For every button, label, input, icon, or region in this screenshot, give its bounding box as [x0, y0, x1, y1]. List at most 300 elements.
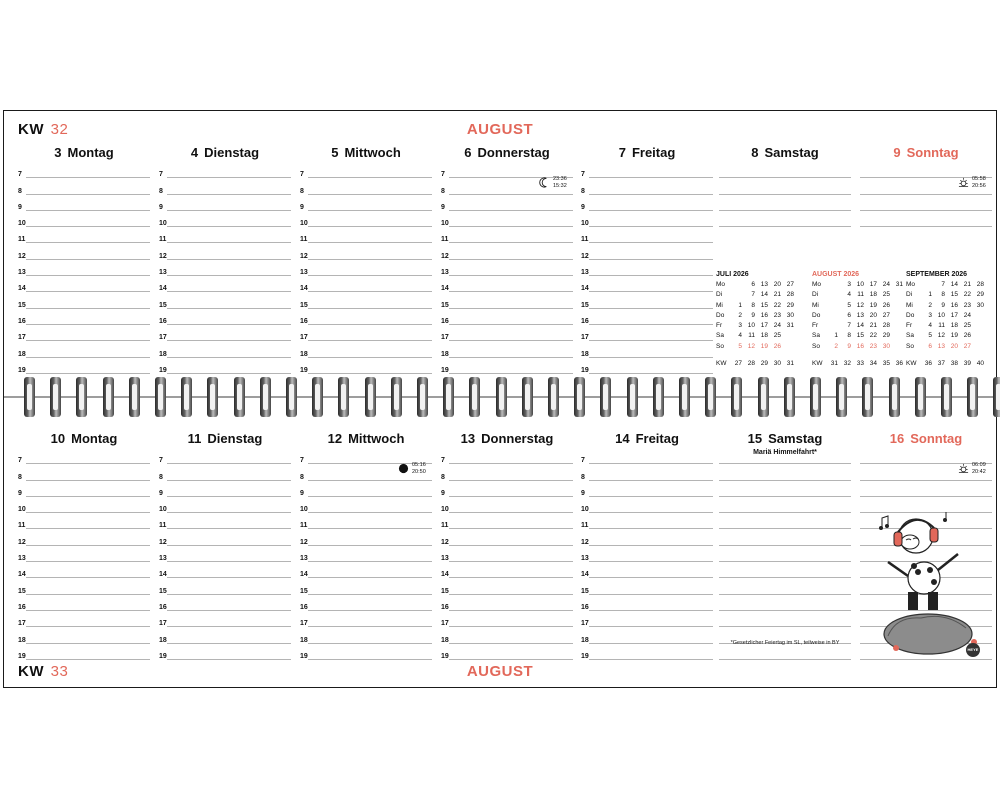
hour-line[interactable]: [159, 328, 291, 344]
hour-line[interactable]: [441, 516, 573, 532]
hour-label: 17: [159, 334, 167, 342]
hour-line[interactable]: [581, 230, 713, 246]
hour-line[interactable]: [300, 614, 432, 630]
hour-line[interactable]: [581, 565, 713, 581]
mini-calendar-day[interactable]: 23: [869, 342, 877, 350]
hour-line[interactable]: [441, 581, 573, 597]
note-line[interactable]: [719, 581, 851, 597]
hour-line[interactable]: [159, 630, 291, 646]
hour-line[interactable]: [300, 581, 432, 597]
mini-calendar-day[interactable]: 19: [950, 332, 958, 340]
mini-calendar-day[interactable]: 17: [950, 311, 958, 319]
mini-calendar-day[interactable]: 17: [760, 322, 768, 330]
binding-ring: [103, 377, 114, 417]
mini-calendar-day[interactable]: 22: [773, 301, 781, 309]
hour-line[interactable]: [581, 630, 713, 646]
mini-calendar-day[interactable]: 27: [882, 311, 890, 319]
hour-line[interactable]: [300, 198, 432, 214]
mini-calendar-day[interactable]: 24: [773, 322, 781, 330]
mini-calendar-day[interactable]: 26: [773, 342, 781, 350]
hour-line[interactable]: [581, 165, 713, 181]
hour-line[interactable]: [300, 484, 432, 500]
hour-line[interactable]: [159, 598, 291, 614]
hour-line[interactable]: [159, 484, 291, 500]
mini-calendar-day[interactable]: 4: [928, 322, 932, 330]
hour-line[interactable]: [159, 451, 291, 467]
mini-calendar-day[interactable]: 29: [882, 332, 890, 340]
hour-line[interactable]: [18, 344, 150, 360]
mini-calendar-day[interactable]: 27: [963, 342, 971, 350]
hour-line[interactable]: [18, 614, 150, 630]
mini-calendar-day[interactable]: 28: [976, 281, 984, 288]
mini-calendar-day[interactable]: 25: [882, 291, 890, 299]
writing-line: [308, 194, 432, 195]
hour-line[interactable]: [18, 581, 150, 597]
writing-line: [719, 659, 851, 660]
mini-calendar-day[interactable]: 14: [856, 322, 864, 330]
mini-calendar-day[interactable]: 20: [773, 281, 781, 288]
hour-line[interactable]: [18, 263, 150, 279]
mini-calendar-day[interactable]: 8: [751, 301, 755, 309]
mini-calendar-day[interactable]: 13: [937, 342, 945, 350]
mini-calendar-day[interactable]: 30: [882, 342, 890, 350]
mini-calendar-day[interactable]: 18: [869, 291, 877, 299]
hour-line[interactable]: [159, 533, 291, 549]
mini-calendar-day[interactable]: 22: [963, 291, 971, 299]
hour-line[interactable]: [581, 549, 713, 565]
mini-calendar-row: [812, 302, 904, 312]
note-line[interactable]: [719, 598, 851, 614]
writing-line: [589, 512, 713, 513]
hour-line[interactable]: [159, 181, 291, 197]
week-number: 34: [869, 360, 877, 368]
writing-line: [860, 496, 992, 497]
mini-calendar-day[interactable]: 21: [773, 291, 781, 299]
hour-line[interactable]: [581, 181, 713, 197]
kw-label: KW: [906, 360, 917, 368]
hour-line[interactable]: [300, 263, 432, 279]
mini-calendar-day[interactable]: 12: [937, 332, 945, 340]
hour-line[interactable]: [159, 500, 291, 516]
writing-line: [308, 610, 432, 611]
hour-line[interactable]: [159, 214, 291, 230]
week-number: 30: [773, 360, 781, 368]
hour-line[interactable]: [581, 581, 713, 597]
mini-calendar-day[interactable]: 1: [928, 291, 932, 299]
sunrise-sunset-info: [958, 176, 992, 190]
hour-line[interactable]: [581, 484, 713, 500]
hour-line[interactable]: [441, 500, 573, 516]
hour-line[interactable]: [581, 247, 713, 263]
hour-line[interactable]: [441, 484, 573, 500]
day-column: [18, 145, 150, 373]
mini-calendar-day[interactable]: 1: [834, 332, 838, 340]
writing-line: [449, 594, 573, 595]
hour-line[interactable]: [300, 598, 432, 614]
hour-line[interactable]: [18, 230, 150, 246]
note-line[interactable]: [719, 647, 851, 663]
hour-line[interactable]: [300, 500, 432, 516]
day-number: 5: [331, 145, 339, 160]
hour-line[interactable]: [300, 549, 432, 565]
hour-line[interactable]: [441, 328, 573, 344]
hour-line[interactable]: [441, 630, 573, 646]
hour-line[interactable]: [300, 630, 432, 646]
mini-calendar-day[interactable]: 2: [834, 342, 838, 350]
mini-calendar-day[interactable]: 6: [847, 311, 851, 319]
hour-line[interactable]: [159, 198, 291, 214]
note-line[interactable]: [719, 198, 851, 214]
day-name: Freitag: [635, 431, 679, 446]
mini-calendar-day[interactable]: 12: [856, 301, 864, 309]
mini-calendar-day[interactable]: 7: [847, 322, 851, 330]
mini-calendar-day[interactable]: 11: [938, 322, 945, 330]
hour-line[interactable]: [159, 230, 291, 246]
week-number: 40: [976, 360, 984, 368]
hour-label: 16: [159, 317, 167, 325]
day-name: Dienstag: [204, 145, 260, 160]
mini-calendar-day[interactable]: 4: [847, 291, 851, 299]
hour-line[interactable]: [441, 230, 573, 246]
hour-label: 18: [18, 350, 26, 358]
mini-calendar-day[interactable]: 25: [773, 332, 781, 340]
binding-ring: [600, 377, 611, 417]
hour-line[interactable]: [581, 451, 713, 467]
mini-calendar-day[interactable]: 5: [928, 332, 932, 340]
hour-line[interactable]: [159, 312, 291, 328]
mini-calendar-day[interactable]: 21: [963, 281, 971, 288]
hour-line[interactable]: [441, 344, 573, 360]
writing-line: [719, 626, 851, 627]
note-line[interactable]: [719, 484, 851, 500]
mini-calendar-day[interactable]: 9: [941, 301, 945, 309]
hour-label: 15: [300, 587, 308, 595]
mini-calendar-day[interactable]: 16: [760, 311, 768, 319]
mini-calendar-day[interactable]: 29: [976, 291, 984, 299]
hour-line[interactable]: [300, 647, 432, 663]
mini-calendar-day[interactable]: 16: [950, 301, 958, 309]
mini-calendar-day[interactable]: 18: [950, 322, 958, 330]
mini-calendar-day[interactable]: 15: [856, 332, 864, 340]
hour-line[interactable]: [300, 247, 432, 263]
hour-line[interactable]: [300, 533, 432, 549]
hour-line[interactable]: [159, 263, 291, 279]
writing-line: [449, 496, 573, 497]
hour-label: 11: [300, 522, 308, 530]
note-line[interactable]: [719, 565, 851, 581]
mini-calendar-day[interactable]: 9: [751, 311, 755, 319]
writing-line: [589, 275, 713, 276]
hour-line[interactable]: [581, 312, 713, 328]
hour-line[interactable]: [18, 565, 150, 581]
hour-line[interactable]: [300, 516, 432, 532]
mini-calendar-day[interactable]: 2: [738, 311, 742, 319]
hour-line[interactable]: [18, 279, 150, 295]
hour-line[interactable]: [159, 581, 291, 597]
note-line[interactable]: [860, 214, 992, 230]
time-set: 20:56: [972, 182, 986, 189]
note-line[interactable]: [719, 614, 851, 630]
mini-calendar-day[interactable]: 26: [963, 332, 971, 340]
hour-line[interactable]: [300, 565, 432, 581]
mini-calendar: [906, 271, 998, 370]
hour-line[interactable]: [300, 279, 432, 295]
hour-line[interactable]: [159, 647, 291, 663]
hour-line[interactable]: [18, 165, 150, 181]
hour-line[interactable]: [581, 598, 713, 614]
writing-line: [167, 177, 291, 178]
hour-line[interactable]: [18, 295, 150, 311]
mini-calendar-day[interactable]: 11: [857, 291, 864, 299]
hour-line[interactable]: [159, 467, 291, 483]
mini-calendar-day[interactable]: 23: [963, 301, 971, 309]
mini-calendar-day[interactable]: 10: [856, 281, 864, 288]
note-line[interactable]: [719, 467, 851, 483]
mini-calendar-day[interactable]: 19: [760, 342, 768, 350]
hour-line[interactable]: [300, 328, 432, 344]
hour-line[interactable]: [300, 312, 432, 328]
hour-line[interactable]: [581, 533, 713, 549]
time-set: 20:42: [972, 468, 986, 475]
hour-line[interactable]: [18, 598, 150, 614]
hour-label: 12: [18, 252, 26, 260]
hour-line[interactable]: [159, 165, 291, 181]
hour-line[interactable]: [300, 165, 432, 181]
mini-calendar-day[interactable]: 10: [937, 311, 945, 319]
hour-line[interactable]: [159, 516, 291, 532]
note-line[interactable]: [719, 451, 851, 467]
mini-calendar-day[interactable]: 14: [950, 281, 958, 288]
mini-calendar-day[interactable]: 14: [760, 291, 768, 299]
hour-line[interactable]: [441, 549, 573, 565]
hour-line[interactable]: [18, 214, 150, 230]
mini-calendar-day[interactable]: 22: [869, 332, 877, 340]
mini-calendar-day[interactable]: 13: [760, 281, 768, 288]
mini-calendar-day[interactable]: 23: [773, 311, 781, 319]
hour-line[interactable]: [581, 263, 713, 279]
mini-calendar-day[interactable]: 15: [760, 301, 768, 309]
note-line[interactable]: [719, 500, 851, 516]
hour-line[interactable]: [159, 279, 291, 295]
mini-calendar-day[interactable]: 10: [747, 322, 755, 330]
mini-calendar-day[interactable]: 16: [856, 342, 864, 350]
hour-label: 18: [441, 636, 449, 644]
writing-line: [167, 561, 291, 562]
writing-line: [589, 577, 713, 578]
hour-line[interactable]: [441, 614, 573, 630]
mini-calendar-day[interactable]: 26: [882, 301, 890, 309]
hour-line[interactable]: [18, 630, 150, 646]
hour-line[interactable]: [581, 214, 713, 230]
mini-calendar-day[interactable]: 27: [786, 281, 794, 288]
hour-line[interactable]: [581, 614, 713, 630]
hour-line[interactable]: [18, 312, 150, 328]
mini-calendar-day[interactable]: 2: [928, 301, 932, 309]
mini-calendar-day[interactable]: 11: [748, 332, 755, 340]
hour-line[interactable]: [18, 516, 150, 532]
mini-calendar-day[interactable]: 4: [738, 332, 742, 340]
hour-label: 15: [18, 301, 26, 309]
hour-line[interactable]: [159, 565, 291, 581]
hour-line[interactable]: [159, 614, 291, 630]
note-line[interactable]: [719, 165, 851, 181]
mini-calendar-day[interactable]: 7: [751, 291, 755, 299]
day-number: 8: [751, 145, 759, 160]
hour-line[interactable]: [18, 247, 150, 263]
hour-line[interactable]: [18, 647, 150, 663]
hour-line[interactable]: [441, 295, 573, 311]
hour-line[interactable]: [581, 198, 713, 214]
mini-calendar-day[interactable]: 9: [847, 342, 851, 350]
writing-line: [167, 291, 291, 292]
hour-line[interactable]: [18, 484, 150, 500]
mini-calendar-day[interactable]: 6: [751, 281, 755, 288]
mini-calendar-day[interactable]: 18: [760, 332, 768, 340]
hour-line[interactable]: [441, 451, 573, 467]
hour-line[interactable]: [441, 279, 573, 295]
hour-line[interactable]: [441, 263, 573, 279]
mini-calendar-day[interactable]: 6: [928, 342, 932, 350]
hour-label: 19: [18, 366, 26, 374]
hour-line[interactable]: [18, 198, 150, 214]
hour-line[interactable]: [159, 295, 291, 311]
hour-line[interactable]: [300, 230, 432, 246]
mini-calendar-day[interactable]: 1: [738, 301, 742, 309]
hour-line[interactable]: [441, 247, 573, 263]
weekday-label: Do: [716, 311, 725, 319]
hour-label: 10: [159, 220, 167, 228]
hour-line[interactable]: [159, 549, 291, 565]
weekday-label: Sa: [906, 332, 914, 340]
mini-calendar-day[interactable]: 3: [847, 281, 851, 288]
hour-line[interactable]: [18, 549, 150, 565]
writing-line: [167, 340, 291, 341]
mini-calendar-day[interactable]: 3: [738, 322, 742, 330]
hour-line[interactable]: [159, 344, 291, 360]
mini-calendar-row: [812, 291, 904, 301]
hour-label: 14: [18, 285, 26, 293]
hour-line[interactable]: [300, 344, 432, 360]
writing-line: [719, 512, 851, 513]
binding-ring: [391, 377, 402, 417]
mini-calendar-day[interactable]: 21: [869, 322, 877, 330]
mini-calendar-day[interactable]: 5: [847, 301, 851, 309]
hour-line[interactable]: [441, 598, 573, 614]
hour-line[interactable]: [159, 247, 291, 263]
mini-calendar-row: [812, 281, 904, 291]
mini-calendar-day[interactable]: 30: [976, 301, 984, 309]
binding-ring: [627, 377, 638, 417]
hour-line[interactable]: [441, 312, 573, 328]
note-line[interactable]: [719, 181, 851, 197]
mini-calendar-day[interactable]: 15: [950, 291, 958, 299]
week-number: 36: [895, 360, 903, 368]
hour-line[interactable]: [441, 647, 573, 663]
binding-ring: [522, 377, 533, 417]
writing-line: [449, 357, 573, 358]
mini-calendar-day[interactable]: 24: [882, 281, 890, 288]
binding-ring: [967, 377, 978, 417]
hour-line[interactable]: [18, 467, 150, 483]
note-line[interactable]: [719, 533, 851, 549]
binding-ring: [731, 377, 742, 417]
writing-line: [167, 512, 291, 513]
note-line[interactable]: [719, 214, 851, 230]
hour-line[interactable]: [581, 328, 713, 344]
hour-line[interactable]: [441, 533, 573, 549]
mini-calendar-day[interactable]: 20: [869, 311, 877, 319]
mini-calendar-day[interactable]: 13: [856, 311, 864, 319]
hour-line[interactable]: [441, 467, 573, 483]
note-line[interactable]: [719, 516, 851, 532]
mini-calendar-day[interactable]: 8: [847, 332, 851, 340]
hour-line[interactable]: [441, 198, 573, 214]
mini-calendar-day[interactable]: 28: [882, 322, 890, 330]
hour-line[interactable]: [18, 451, 150, 467]
writing-line: [589, 259, 713, 260]
hour-line[interactable]: [18, 328, 150, 344]
hour-line[interactable]: [441, 214, 573, 230]
mini-calendar-day[interactable]: 30: [786, 311, 794, 319]
hour-label: 11: [581, 522, 589, 530]
mini-calendar-day[interactable]: 8: [941, 291, 945, 299]
hour-line[interactable]: [300, 295, 432, 311]
hour-line[interactable]: [581, 647, 713, 663]
mini-calendar-day[interactable]: 19: [869, 301, 877, 309]
mini-calendar-day[interactable]: 31: [786, 322, 794, 330]
mini-calendar-day[interactable]: 31: [895, 281, 903, 288]
mini-calendar-day[interactable]: 3: [928, 311, 932, 319]
mini-calendar-day[interactable]: 5: [738, 342, 742, 350]
hour-line[interactable]: [18, 500, 150, 516]
mini-calendar-day[interactable]: 29: [786, 301, 794, 309]
mini-calendar-kw-row: [906, 360, 998, 370]
binding-ring: [889, 377, 900, 417]
crescent-moon-icon: [539, 177, 550, 188]
hour-line[interactable]: [581, 500, 713, 516]
hour-line[interactable]: [581, 295, 713, 311]
writing-line: [26, 528, 150, 529]
note-line[interactable]: [719, 549, 851, 565]
writing-line: [167, 242, 291, 243]
writing-line: [26, 626, 150, 627]
hour-label: 12: [159, 538, 167, 546]
mini-calendar-day[interactable]: 25: [963, 322, 971, 330]
hour-label: 8: [441, 187, 445, 195]
day-header: [581, 145, 713, 163]
mini-calendar-day[interactable]: 17: [869, 281, 877, 288]
mini-calendar-day[interactable]: 28: [786, 291, 794, 299]
note-line[interactable]: [860, 484, 992, 500]
mini-calendar-day[interactable]: 7: [941, 281, 945, 288]
hour-line[interactable]: [300, 181, 432, 197]
mini-calendar-day[interactable]: 24: [963, 311, 971, 319]
hour-line[interactable]: [18, 533, 150, 549]
mini-calendar-row: [716, 281, 808, 291]
hour-line[interactable]: [581, 344, 713, 360]
hour-line[interactable]: [441, 565, 573, 581]
note-line[interactable]: [860, 198, 992, 214]
mini-calendar-day[interactable]: 20: [950, 342, 958, 350]
mini-calendar-day[interactable]: 12: [747, 342, 755, 350]
hour-line[interactable]: [581, 516, 713, 532]
hour-line[interactable]: [581, 467, 713, 483]
hour-line[interactable]: [581, 279, 713, 295]
weekday-label: Mi: [716, 301, 723, 309]
hour-line[interactable]: [300, 214, 432, 230]
hour-line[interactable]: [18, 181, 150, 197]
time-rise: 23:36: [553, 176, 567, 182]
